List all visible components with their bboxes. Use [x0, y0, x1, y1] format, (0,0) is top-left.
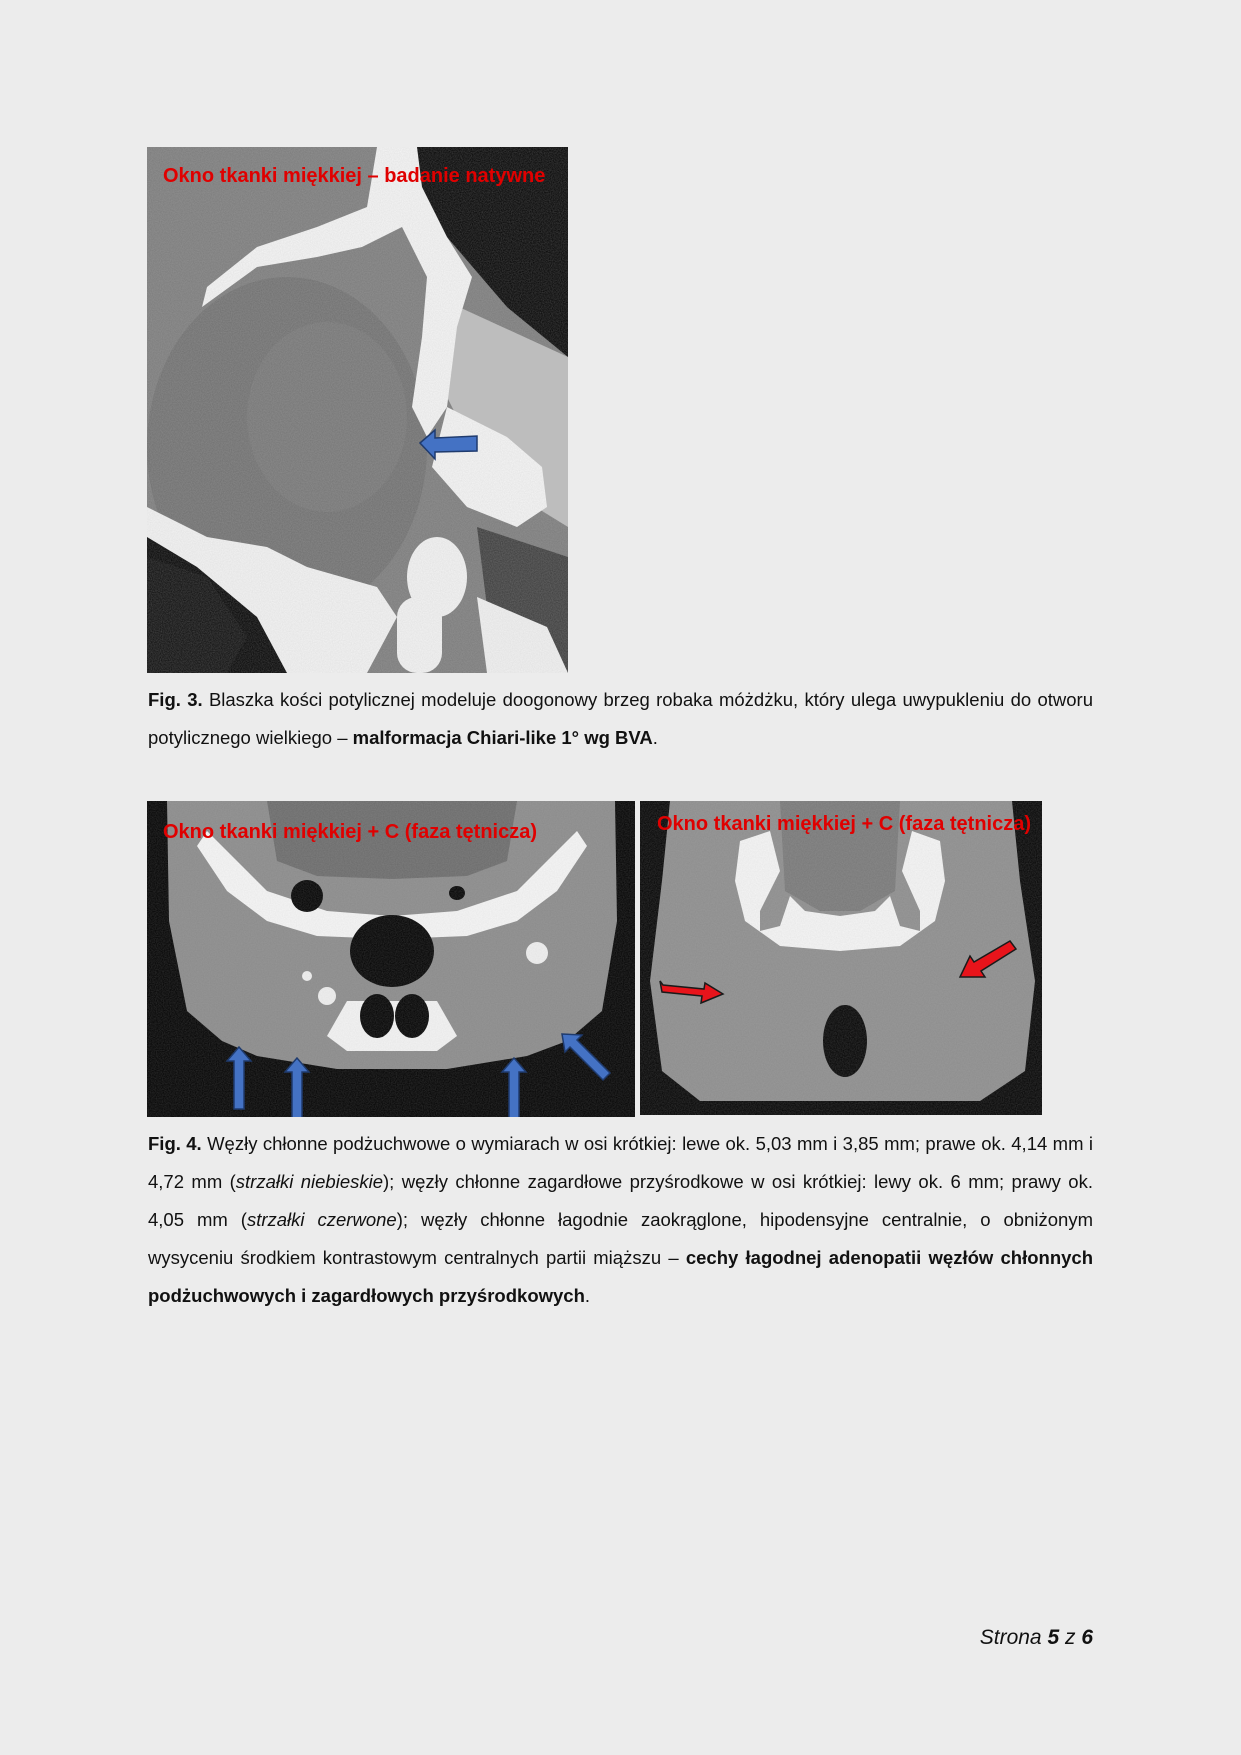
figure-4-right-image-label: Okno tkanki miękkiej + C (faza tętnicza) [657, 813, 1032, 835]
figure-4-left-ct-image [147, 801, 635, 1117]
figure-4-caption-bold: cechy łagodnej adenopatii węzłów chłonnych podżuchwowych i zagardłowych przyśrodkowych [148, 1247, 1093, 1306]
figure-4-caption-italic-1: strzałki niebieskie [235, 1171, 384, 1192]
figure-3-caption [148, 681, 1093, 757]
figure-3-caption-bold: malformacja Chiari-like 1° wg BVA [352, 727, 653, 748]
figure-4-right-ct-image [640, 801, 1042, 1115]
figure-3-image-label: Okno tkanki miękkiej – badanie natywne [163, 165, 546, 187]
page-number-prefix: Strona [979, 1626, 1048, 1649]
page-number-footer [980, 1626, 1093, 1650]
figure-4-caption-text-1: Węzły chłonne podżuchwowe o wymiarach w osi krótkiej: lewe ok. 5,03 mm i 3,85 mm; prawe ok. 4,14 mm i 4,72 mm ( [148, 1133, 1093, 1192]
page-number-total: 6 [1081, 1626, 1093, 1649]
figure-4-caption [148, 1125, 1093, 1315]
figure-4-left-image-label: Okno tkanki miękkiej + C (faza tętnicza) [163, 821, 538, 843]
page-number-separator: z [1059, 1626, 1082, 1649]
figure-3-caption-text-2: . [652, 727, 658, 748]
figure-4-caption-text-2: ); węzły chłonne zagardłowe przyśrodkowe w osi krótkiej: lewy ok. 6 mm; prawy ok. 4,05 mm ( [148, 1171, 1093, 1230]
figure-4-caption-text-3: ); węzły chłonne łagodnie zaokrąglone, hipodensyjne centralnie, o obniżonym wysyceniu środkiem kontrastowym centralnych partii miąższu – [148, 1209, 1093, 1268]
figure-3-ct-image [147, 147, 568, 673]
figure-4-caption-italic-2: strzałki czerwone [246, 1209, 397, 1230]
page-number-current: 5 [1047, 1626, 1060, 1649]
figure-3-number: Fig. 3. [148, 689, 203, 710]
figure-3-caption-text-1: Blaszka kości potylicznej modeluje doogonowy brzeg robaka móżdżku, który ulega uwypukleniu do otworu potylicznego wielkiego – [148, 689, 1093, 748]
figure-4-caption-text-4: . [584, 1285, 591, 1306]
figure-4-number: Fig. 4. [148, 1133, 202, 1154]
